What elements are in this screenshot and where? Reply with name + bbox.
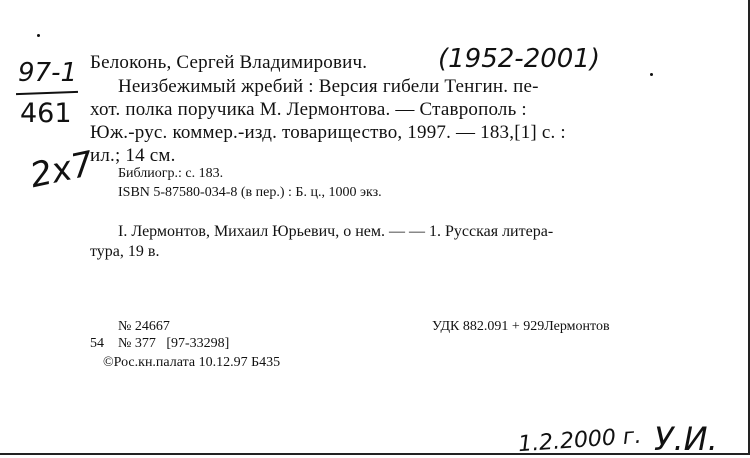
call-number-divider (16, 91, 78, 95)
footer-chamber: ©Рос.кн.палата 10.12.97 Б435 (103, 355, 281, 370)
handwritten-date: 1.2.2000 г. (517, 423, 643, 458)
title-line-4: ил.; 14 см. (90, 145, 176, 166)
handwritten-mark: 2x7 (26, 143, 97, 197)
footer-number-1: № 24667 (118, 319, 170, 334)
footer-udc: УДК 882.091 + 929Лермонтов (432, 319, 610, 334)
title-line-1: Неизбежимый жребий : Версия гибели Тенгин. пе- (118, 76, 539, 97)
subject-line-2: тура, 19 в. (90, 243, 160, 260)
call-number-top: 97-1 (18, 58, 78, 88)
title-line-3: Юж.-рус. коммер.-изд. товарищество, 1997. — 183,[1] с. : (90, 122, 566, 143)
subject-line-1: I. Лермонтов, Михаил Юрьевич, о нем. — — 1. Русская литера- (118, 223, 554, 240)
punch-dot (37, 34, 40, 37)
punct-dot (650, 73, 653, 76)
footer-number-2: № 377 [97-33298] (118, 336, 230, 351)
author-heading: Белоконь, Сергей Владимирович. (90, 52, 368, 73)
footer-prefix: 54 (90, 336, 104, 351)
handwritten-initials: У.И. (654, 420, 718, 458)
title-line-2: хот. полка поручика М. Лермонтова. — Ставрополь : (90, 99, 527, 120)
note-isbn: ISBN 5-87580-034-8 (в пер.) : Б. ц., 1000 экз. (118, 185, 382, 200)
author-dates: (1952-2001) (438, 44, 601, 74)
note-bibliography: Библиогр.: с. 183. (118, 166, 224, 181)
call-number-bottom: 461 (20, 98, 72, 129)
